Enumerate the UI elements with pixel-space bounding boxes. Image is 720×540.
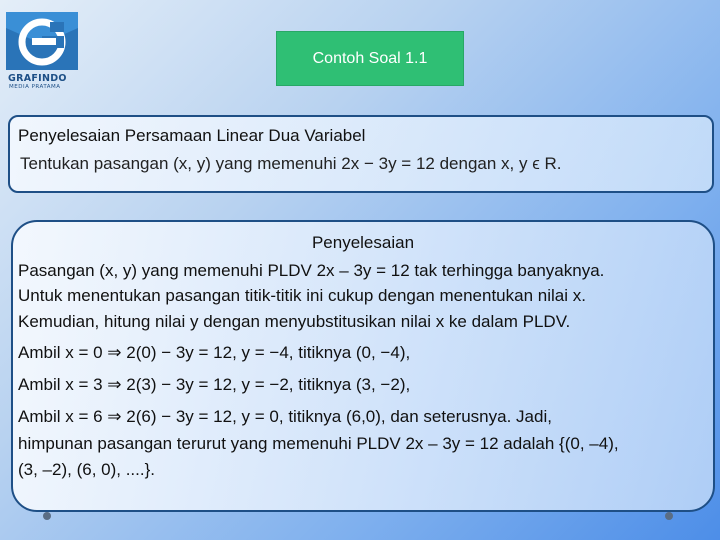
solution-line: Untuk menentukan pasangan titik-titik ini cukup dengan menentukan nilai x. [18,286,586,305]
grafindo-logo-icon [6,12,78,70]
solution-line: Ambil x = 0 ⇒ 2(0) − 3y = 12, y = −4, titiknya (0, −4), [18,343,411,362]
problem-box [8,115,714,193]
problem-statement: Tentukan pasangan (x, y) yang memenuhi 2x − 3y = 12 dengan x, y ϵ R. [20,154,562,173]
decorative-dot [665,512,673,520]
solution-line: Ambil x = 3 ⇒ 2(3) − 3y = 12, y = −2, titiknya (3, −2), [18,375,411,394]
solution-line: Ambil x = 6 ⇒ 2(6) − 3y = 12, y = 0, titiknya (6,0), dan seterusnya. Jadi, [18,407,552,426]
solution-line: himpunan pasangan terurut yang memenuhi PLDV 2x – 3y = 12 adalah {(0, –4), [18,434,619,453]
logo-subtitle: MEDIA PRATAMA [9,84,61,90]
solution-box [11,220,715,512]
solution-heading: Penyelesaian [311,233,415,252]
logo-name: GRAFINDO [8,73,67,84]
decorative-dot [43,512,51,520]
solution-line: Kemudian, hitung nilai y dengan menyubstitusikan nilai x ke dalam PLDV. [18,312,571,331]
solution-line: Pasangan (x, y) yang memenuhi PLDV 2x – 3y = 12 tak terhingga banyaknya. [18,261,605,280]
solution-line: (3, –2), (6, 0), ....}. [18,460,155,479]
slide-title [276,31,464,86]
grafindo-logo [6,12,80,88]
problem-heading: Penyelesaian Persamaan Linear Dua Variabel [18,126,366,145]
slide-title-text: Contoh Soal 1.1 [312,49,428,67]
